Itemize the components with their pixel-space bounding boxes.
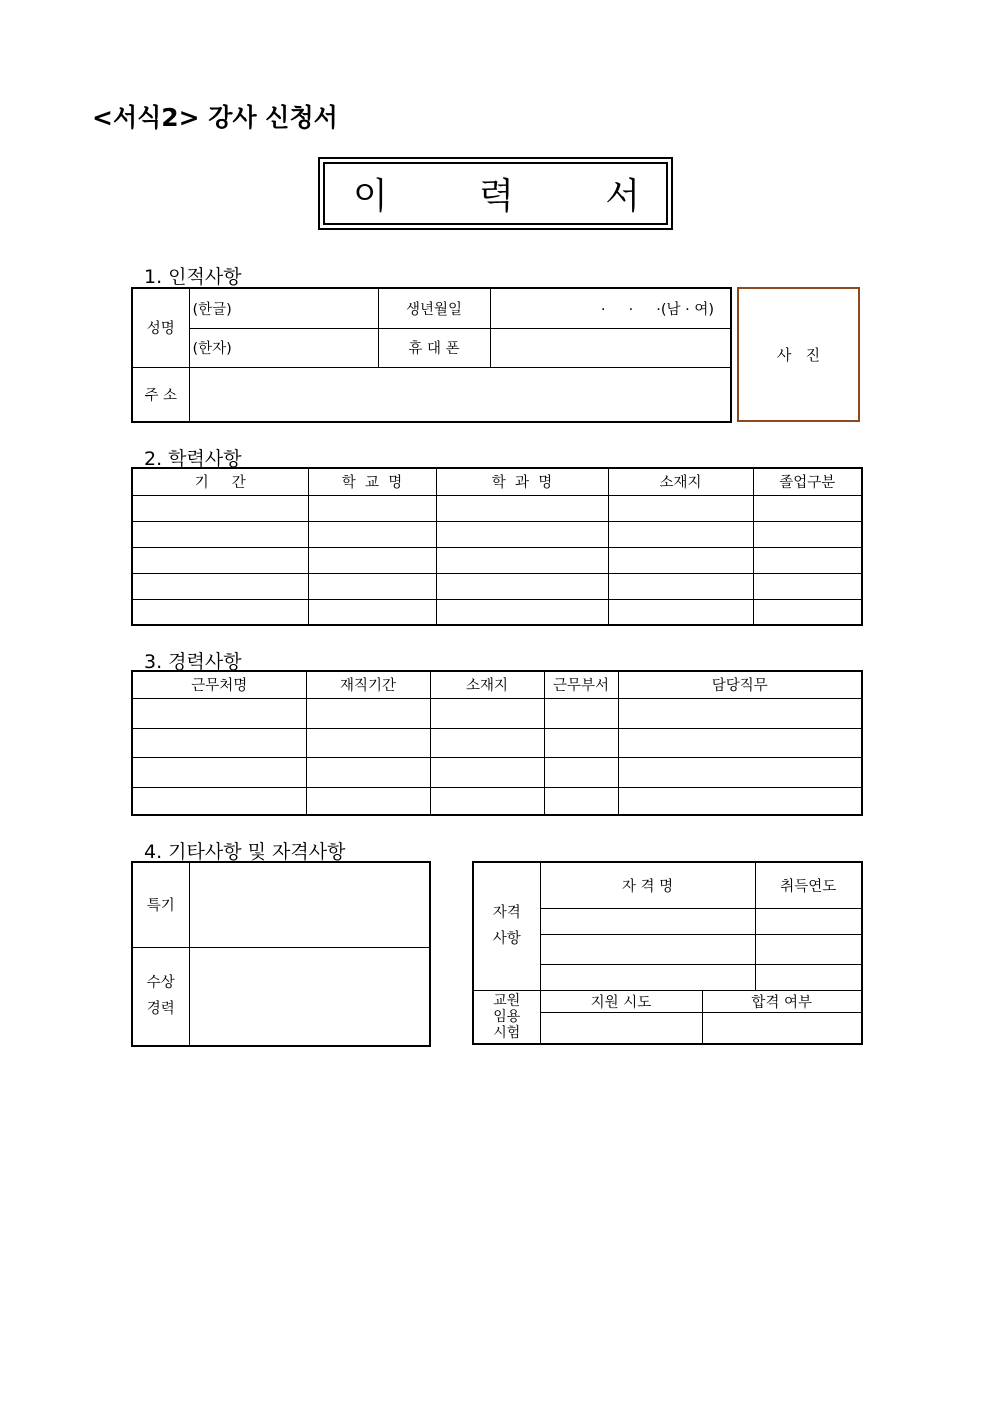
table-cell[interactable] xyxy=(308,599,436,625)
table-cell[interactable] xyxy=(753,599,862,625)
table-cell[interactable] xyxy=(618,728,862,757)
phone-field[interactable] xyxy=(490,328,731,367)
exam-label-line-1: 교원 xyxy=(493,992,521,1009)
table-cell[interactable] xyxy=(308,521,436,547)
title-box xyxy=(318,157,673,230)
section-personal-heading: 1. 인적사항 xyxy=(144,266,242,288)
table-cell[interactable] xyxy=(618,757,862,787)
table-cell[interactable] xyxy=(436,573,608,599)
table-cell[interactable] xyxy=(132,728,306,757)
table-cell[interactable] xyxy=(753,547,862,573)
table-cell[interactable] xyxy=(544,787,618,815)
table-cell[interactable] xyxy=(753,521,862,547)
table-cell[interactable] xyxy=(306,728,430,757)
career-header-period: 재직기간 xyxy=(306,671,430,698)
birth-label: 생년월일 xyxy=(378,288,490,328)
qualification-label-line-1: 자격 xyxy=(492,905,521,922)
table-cell[interactable] xyxy=(540,1012,702,1044)
edu-header-graduation: 졸업구분 xyxy=(753,468,862,495)
table-cell[interactable] xyxy=(608,521,753,547)
table-row xyxy=(132,728,862,757)
table-row xyxy=(132,547,862,573)
table-cell[interactable] xyxy=(308,573,436,599)
exam-result-header: 합격 여부 xyxy=(702,990,862,1012)
title-char-2: 력 xyxy=(479,176,514,217)
exam-label-line-2: 임용 xyxy=(493,1008,521,1025)
table-cell[interactable] xyxy=(755,934,862,964)
table-row xyxy=(132,495,862,521)
section-etc-heading: 4. 기타사항 및 자격사항 xyxy=(144,841,346,863)
section-education-heading: 2. 학력사항 xyxy=(144,448,242,470)
table-row xyxy=(132,599,862,625)
table-cell[interactable] xyxy=(430,757,544,787)
qualification-label xyxy=(473,862,540,990)
form-label: <서식2> 강사 신청서 xyxy=(92,103,338,132)
qual-name-header: 자 격 명 xyxy=(540,862,755,908)
table-cell[interactable] xyxy=(544,757,618,787)
award-label-line-2: 경력 xyxy=(146,1001,175,1018)
table-cell[interactable] xyxy=(132,521,308,547)
table-cell[interactable] xyxy=(430,698,544,728)
table-cell[interactable] xyxy=(132,547,308,573)
edu-header-major: 학 과 명 xyxy=(436,468,608,495)
special-label: 특기 xyxy=(132,862,189,947)
career-header-workplace: 근무처명 xyxy=(132,671,306,698)
award-label-line-1: 수상 xyxy=(146,975,175,992)
table-cell[interactable] xyxy=(618,787,862,815)
personal-info-table xyxy=(131,287,732,423)
table-cell[interactable] xyxy=(618,698,862,728)
table-cell[interactable] xyxy=(306,698,430,728)
table-cell[interactable] xyxy=(753,573,862,599)
edu-header-period: 기 간 xyxy=(132,468,308,495)
table-cell[interactable] xyxy=(308,495,436,521)
table-cell[interactable] xyxy=(132,757,306,787)
award-field[interactable] xyxy=(189,947,430,1046)
edu-header-location: 소재지 xyxy=(608,468,753,495)
table-cell[interactable] xyxy=(132,573,308,599)
table-cell[interactable] xyxy=(544,728,618,757)
exam-label xyxy=(473,990,540,1044)
exam-region-header: 지원 시도 xyxy=(540,990,702,1012)
title-char-1: 이 xyxy=(353,176,388,217)
career-header-location: 소재지 xyxy=(430,671,544,698)
exam-label-line-3: 시험 xyxy=(493,1024,521,1041)
etc-table xyxy=(131,861,431,1047)
table-cell[interactable] xyxy=(753,495,862,521)
award-label xyxy=(132,947,189,1046)
hanja-label: (한자) xyxy=(192,341,232,357)
table-cell[interactable] xyxy=(306,757,430,787)
table-cell[interactable] xyxy=(540,934,755,964)
table-row xyxy=(132,573,862,599)
phone-label: 휴 대 폰 xyxy=(378,328,490,367)
qualification-label-line-2: 사항 xyxy=(492,931,521,948)
document-title xyxy=(323,162,668,225)
table-cell[interactable] xyxy=(132,698,306,728)
table-cell[interactable] xyxy=(308,547,436,573)
table-cell[interactable] xyxy=(132,495,308,521)
address-field[interactable] xyxy=(189,367,731,422)
table-cell[interactable] xyxy=(544,698,618,728)
hangul-name-field[interactable] xyxy=(189,288,378,328)
edu-header-school: 학 교 명 xyxy=(308,468,436,495)
education-table xyxy=(131,467,863,626)
photo-label: 사 진 xyxy=(776,346,821,364)
table-cell[interactable] xyxy=(306,787,430,815)
section-career-heading: 3. 경력사항 xyxy=(144,651,242,673)
table-cell[interactable] xyxy=(436,495,608,521)
table-cell[interactable] xyxy=(702,1012,862,1044)
name-label: 성명 xyxy=(132,288,189,367)
table-cell[interactable] xyxy=(540,908,755,934)
table-cell[interactable] xyxy=(608,599,753,625)
table-cell[interactable] xyxy=(608,495,753,521)
birth-value: · · ·(남 · 여) xyxy=(600,301,714,318)
table-row xyxy=(132,787,862,815)
table-row xyxy=(132,757,862,787)
qual-year-header: 취득연도 xyxy=(755,862,862,908)
table-row xyxy=(132,698,862,728)
table-cell[interactable] xyxy=(132,787,306,815)
birth-field[interactable] xyxy=(490,288,731,328)
career-table xyxy=(131,670,863,816)
table-cell[interactable] xyxy=(436,599,608,625)
table-cell[interactable] xyxy=(436,521,608,547)
table-cell[interactable] xyxy=(436,547,608,573)
hanja-name-field[interactable] xyxy=(189,328,378,367)
table-cell[interactable] xyxy=(608,573,753,599)
hangul-label: (한글) xyxy=(192,301,232,318)
photo-box[interactable] xyxy=(737,287,860,422)
table-row xyxy=(132,521,862,547)
table-cell[interactable] xyxy=(608,547,753,573)
table-cell[interactable] xyxy=(430,787,544,815)
table-cell[interactable] xyxy=(755,964,862,990)
qualification-table xyxy=(472,861,863,1045)
table-cell[interactable] xyxy=(540,964,755,990)
title-char-3: 서 xyxy=(605,176,640,217)
table-cell[interactable] xyxy=(430,728,544,757)
table-cell[interactable] xyxy=(132,599,308,625)
career-header-department: 근무부서 xyxy=(544,671,618,698)
address-label: 주 소 xyxy=(132,367,189,422)
special-field[interactable] xyxy=(189,862,430,947)
table-cell[interactable] xyxy=(755,908,862,934)
career-header-duty: 담당직무 xyxy=(618,671,862,698)
